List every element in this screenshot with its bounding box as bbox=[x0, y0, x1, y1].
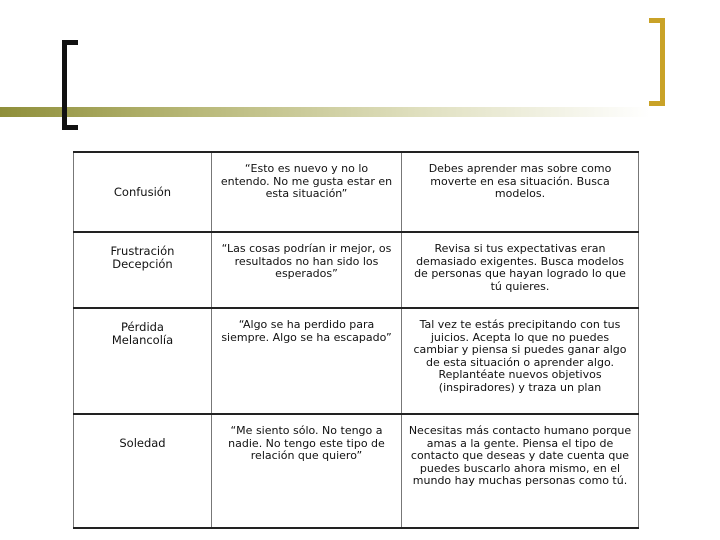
advice-cell: Debes aprender mas sobre como moverte en esa situación. Busca modelos. bbox=[402, 152, 639, 232]
quote-cell: “Esto es nuevo y no lo entendo. No me gusta estar en esta situación” bbox=[212, 152, 402, 232]
emotion-label: Frustración bbox=[110, 244, 175, 258]
quote-cell: “Algo se ha perdido para siempre. Algo se ha escapado” bbox=[212, 308, 402, 414]
emotion-cell bbox=[74, 232, 212, 308]
table-row bbox=[74, 232, 639, 308]
table-row bbox=[74, 152, 639, 232]
advice-cell: Tal vez te estás precipitando con tus juicios. Acepta lo que no puedes cambiar y piensa si puedes ganar algo de esta situación o aprender algo. Replantéate nuevos objetivos (inspiradores) y traza un plan bbox=[402, 308, 639, 414]
advice-cell: Necesitas más contacto humano porque amas a la gente. Piensa el tipo de contacto que deseas y date cuenta que puedes buscarlo ahora mismo, en el mundo hay muchas personas como tú. bbox=[402, 414, 639, 528]
emotion-label: Decepción bbox=[112, 256, 173, 271]
quote-cell: “Me siento sólo. No tengo a nadie. No tengo este tipo de relación que quiero” bbox=[212, 414, 402, 528]
advice-cell: Revisa si tus expectativas eran demasiado exigentes. Busca modelos de personas que hayan logrado lo que tú quieres. bbox=[402, 232, 639, 308]
decorative-gradient-bar bbox=[0, 107, 650, 117]
quote-cell: “Las cosas podrían ir mejor, os resultados no han sido los esperados” bbox=[212, 232, 402, 308]
right-bracket-decoration bbox=[649, 18, 665, 106]
table-row bbox=[74, 308, 639, 414]
emotion-label: Melancolía bbox=[111, 332, 174, 347]
left-bracket-decoration bbox=[62, 40, 78, 130]
emotion-cell bbox=[74, 414, 212, 528]
emotions-table bbox=[73, 151, 639, 529]
emotion-cell bbox=[74, 152, 212, 232]
emotion-label: Pérdida bbox=[121, 320, 164, 334]
emotion-cell bbox=[74, 308, 212, 414]
table-row bbox=[74, 414, 639, 528]
emotion-label: Soledad bbox=[119, 436, 166, 450]
emotion-label: Confusión bbox=[113, 184, 172, 199]
